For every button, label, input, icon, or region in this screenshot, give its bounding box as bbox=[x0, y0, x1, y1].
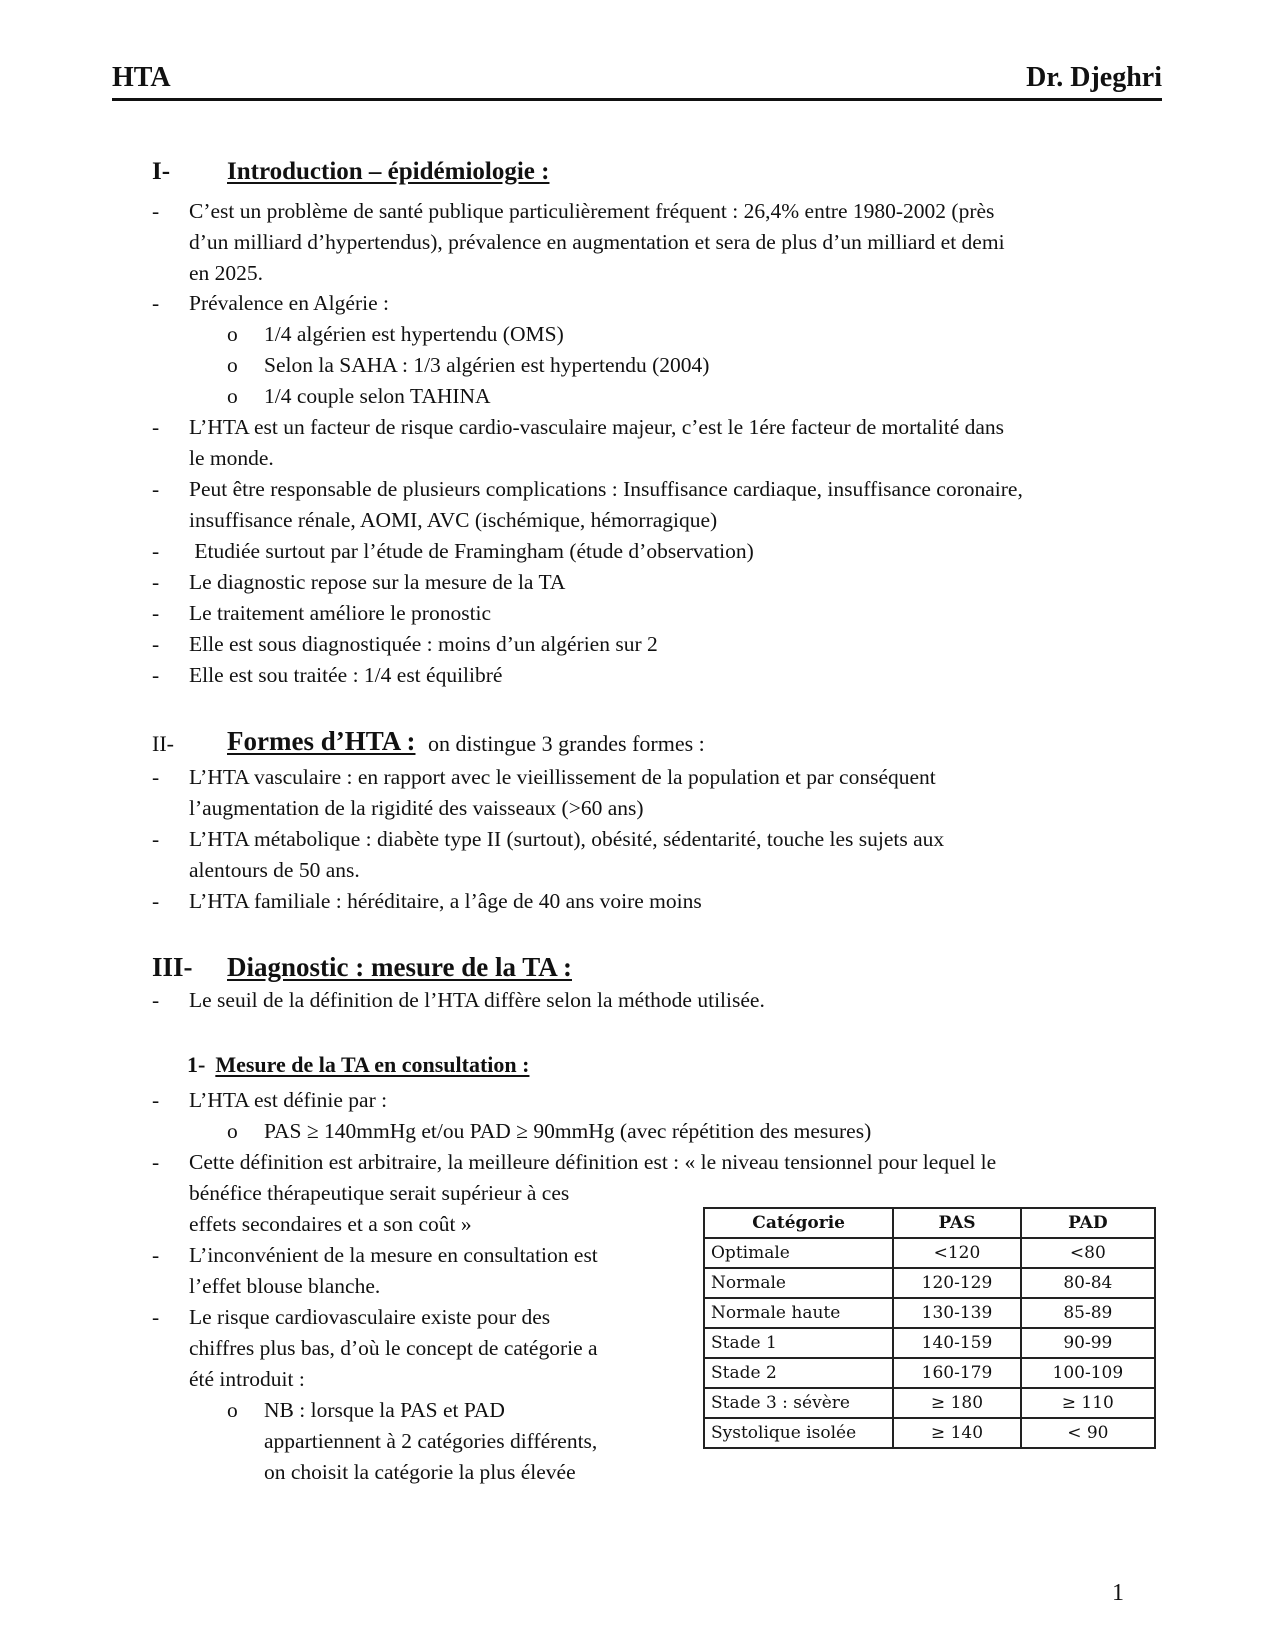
table-cell: 100-109 bbox=[1021, 1358, 1155, 1388]
table-cell: Stade 1 bbox=[704, 1328, 893, 1358]
header-author: Dr. Djeghri bbox=[1026, 62, 1162, 93]
item-line: Peut être responsable de plusieurs complications : Insuffisance cardiaque, insuffisance coronaire, bbox=[189, 477, 1023, 501]
item-line: 1/4 algérien est hypertendu (OMS) bbox=[264, 322, 564, 346]
table-row bbox=[704, 1238, 1155, 1268]
table-header-cell: PAS bbox=[893, 1208, 1020, 1238]
bullet-dash: - bbox=[152, 1150, 160, 1174]
bullet-circle: o bbox=[227, 1119, 238, 1143]
table-cell: 120-129 bbox=[893, 1268, 1020, 1298]
item-line: effets secondaires et a son coût » bbox=[189, 1212, 472, 1236]
table-row bbox=[704, 1388, 1155, 1418]
item-line: alentours de 50 ans. bbox=[189, 858, 360, 882]
bullet-dash: - bbox=[152, 889, 160, 913]
item-line: L’HTA est définie par : bbox=[189, 1088, 388, 1112]
section-2-intro: on distingue 3 grandes formes : bbox=[428, 731, 705, 756]
item-line: Etudiée surtout par l’étude de Framingham (étude d’observation) bbox=[189, 539, 754, 563]
table-cell: Normale haute bbox=[704, 1298, 893, 1328]
table-cell: ≥ 180 bbox=[893, 1388, 1020, 1418]
item-line: C’est un problème de santé publique particulièrement fréquent : 26,4% entre 1980-2002 (près bbox=[189, 199, 995, 223]
table-row bbox=[704, 1358, 1155, 1388]
table-row bbox=[704, 1328, 1155, 1358]
bullet-dash: - bbox=[152, 1243, 160, 1267]
bullet-dash: - bbox=[152, 291, 160, 315]
table-cell: ≥ 110 bbox=[1021, 1388, 1155, 1418]
bp-category-table bbox=[703, 1207, 1156, 1449]
item-line: insuffisance rénale, AOMI, AVC (ischémique, hémorragique) bbox=[189, 508, 718, 532]
table-cell: 130-139 bbox=[893, 1298, 1020, 1328]
table-cell: <80 bbox=[1021, 1238, 1155, 1268]
page-header bbox=[112, 62, 1162, 101]
bullet-dash: - bbox=[152, 988, 160, 1012]
subsection-1-number: 1- bbox=[187, 1052, 206, 1077]
item-line: Prévalence en Algérie : bbox=[189, 291, 389, 315]
bullet-circle: o bbox=[227, 384, 238, 408]
table-cell: 80-84 bbox=[1021, 1268, 1155, 1298]
section-3-title: Diagnostic : mesure de la TA : bbox=[227, 952, 572, 982]
section-1-title: Introduction – épidémiologie : bbox=[227, 158, 550, 185]
item-line: L’HTA familiale : héréditaire, a l’âge de 40 ans voire moins bbox=[189, 889, 702, 913]
subsection-1-title: Mesure de la TA en consultation : bbox=[215, 1052, 530, 1077]
item-line: le monde. bbox=[189, 446, 274, 470]
table-cell: Stade 3 : sévère bbox=[704, 1388, 893, 1418]
subsection-1-heading bbox=[187, 1052, 529, 1078]
section-1-number: I- bbox=[152, 158, 171, 185]
bullet-circle: o bbox=[227, 1398, 238, 1422]
item-line: bénéfice thérapeutique serait supérieur à ces bbox=[189, 1181, 570, 1205]
item-line: Elle est sous diagnostiquée : moins d’un algérien sur 2 bbox=[189, 632, 658, 656]
item-line: chiffres plus bas, d’où le concept de catégorie a bbox=[189, 1336, 598, 1360]
table-cell: Optimale bbox=[704, 1238, 893, 1268]
item-line: L’HTA vasculaire : en rapport avec le vieillissement de la population et par conséquent bbox=[189, 765, 936, 789]
item-line: Elle est sou traitée : 1/4 est équilibré bbox=[189, 663, 503, 687]
item-line: Le risque cardiovasculaire existe pour des bbox=[189, 1305, 551, 1329]
bullet-dash: - bbox=[152, 663, 160, 687]
table-cell: Systolique isolée bbox=[704, 1418, 893, 1448]
table-cell: 140-159 bbox=[893, 1328, 1020, 1358]
bullet-dash: - bbox=[152, 1088, 160, 1112]
table-cell: Stade 2 bbox=[704, 1358, 893, 1388]
bullet-dash: - bbox=[152, 1305, 160, 1329]
table-cell: 90-99 bbox=[1021, 1328, 1155, 1358]
section-2-title: Formes d’HTA : bbox=[227, 726, 416, 756]
table-cell: 160-179 bbox=[893, 1358, 1020, 1388]
item-line: NB : lorsque la PAS et PAD bbox=[264, 1398, 505, 1422]
bullet-dash: - bbox=[152, 570, 160, 594]
table-row bbox=[704, 1268, 1155, 1298]
item-line: 1/4 couple selon TAHINA bbox=[264, 384, 491, 408]
bullet-dash: - bbox=[152, 601, 160, 625]
item-line: l’effet blouse blanche. bbox=[189, 1274, 381, 1298]
item-line: Le traitement améliore le pronostic bbox=[189, 601, 492, 625]
table-cell: ≥ 140 bbox=[893, 1418, 1020, 1448]
item-line: l’augmentation de la rigidité des vaisseaux (>60 ans) bbox=[189, 796, 644, 820]
page-number: 1 bbox=[1112, 1580, 1124, 1606]
table-header-row bbox=[704, 1208, 1155, 1238]
item-line: Selon la SAHA : 1/3 algérien est hypertendu (2004) bbox=[264, 353, 710, 377]
section-2-number: II- bbox=[152, 731, 174, 756]
table-header-cell: Catégorie bbox=[704, 1208, 893, 1238]
table-header-cell: PAD bbox=[1021, 1208, 1155, 1238]
item-line: L’inconvénient de la mesure en consultation est bbox=[189, 1243, 598, 1267]
item-line: d’un milliard d’hypertendus), prévalence en augmentation et sera de plus d’un milliard et demi bbox=[189, 230, 1005, 254]
bullet-dash: - bbox=[152, 632, 160, 656]
bullet-dash: - bbox=[152, 827, 160, 851]
bullet-circle: o bbox=[227, 322, 238, 346]
table-cell: 85-89 bbox=[1021, 1298, 1155, 1328]
header-title: HTA bbox=[112, 62, 171, 93]
item-line: en 2025. bbox=[189, 261, 264, 285]
item-line: PAS ≥ 140mmHg et/ou PAD ≥ 90mmHg (avec répétition des mesures) bbox=[264, 1119, 872, 1143]
item-line: Le diagnostic repose sur la mesure de la TA bbox=[189, 570, 566, 594]
table-cell: < 90 bbox=[1021, 1418, 1155, 1448]
bullet-dash: - bbox=[152, 539, 160, 563]
item-line: Le seuil de la définition de l’HTA diffère selon la méthode utilisée. bbox=[189, 988, 765, 1012]
item-line: L’HTA est un facteur de risque cardio-vasculaire majeur, c’est le 1ére facteur de mortalité dans bbox=[189, 415, 1005, 439]
item-line: appartiennent à 2 catégories différents, bbox=[264, 1429, 598, 1453]
bullet-dash: - bbox=[152, 199, 160, 223]
table-cell: <120 bbox=[893, 1238, 1020, 1268]
table-row bbox=[704, 1418, 1155, 1448]
bullet-dash: - bbox=[152, 477, 160, 501]
item-line: été introduit : bbox=[189, 1367, 305, 1391]
bullet-circle: o bbox=[227, 353, 238, 377]
item-line: Cette définition est arbitraire, la meilleure définition est : « le niveau tensionnel pour lequel le bbox=[189, 1150, 997, 1174]
table-row bbox=[704, 1298, 1155, 1328]
section-3-number: III- bbox=[152, 952, 193, 982]
bullet-dash: - bbox=[152, 415, 160, 439]
item-line: L’HTA métabolique : diabète type II (surtout), obésité, sédentarité, touche les sujets aux bbox=[189, 827, 945, 851]
item-line: on choisit la catégorie la plus élevée bbox=[264, 1460, 576, 1484]
table-cell: Normale bbox=[704, 1268, 893, 1298]
bullet-dash: - bbox=[152, 765, 160, 789]
